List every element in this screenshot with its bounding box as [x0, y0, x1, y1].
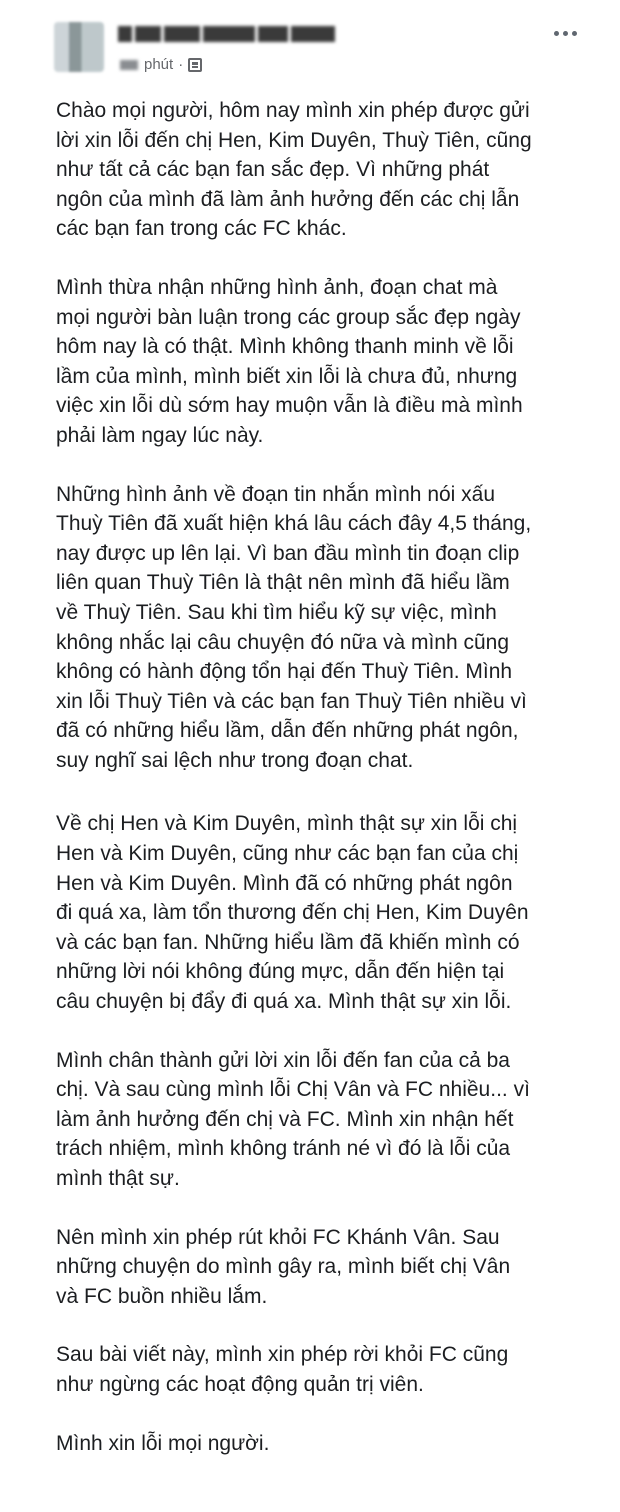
post-time-redacted — [120, 60, 138, 70]
more-options-button[interactable] — [548, 22, 582, 44]
author-name-redacted[interactable] — [118, 26, 335, 42]
post-time-unit[interactable]: phút — [144, 56, 174, 73]
post-paragraph: Những hình ảnh về đoạn tin nhắn mình nói xấu Thuỳ Tiên đã xuất hiện khá lâu cách đây 4,5 tháng, nay được up lên lại. Vì ban đầu mình tin đoạn clip liên quan Thuỳ Tiên là thật nên mình đã hiểu lầm về Thuỳ Tiên. Sau khi tìm hiểu kỹ sự việc, mình không nhắc lại câu chuyện đó nữa và mình cũng không có hành động tổn hại đến Thuỳ Tiên. Mình xin lỗi Thuỳ Tiên và các bạn fan Thuỳ Tiên nhiều vì đã có những hiểu lầm, dẫn đến những phát ngôn, suy nghĩ sai lệch như trong đoạn chat. — [56, 482, 532, 772]
post-body — [56, 96, 596, 1487]
more-dot-icon — [554, 31, 559, 36]
post-header — [0, 0, 620, 90]
post-paragraph: Sau bài viết này, mình xin phép rời khỏi FC cũng như ngừng các hoạt động quản trị viên. — [56, 1343, 509, 1396]
audience-icon[interactable] — [188, 58, 202, 72]
more-dot-icon — [572, 31, 577, 36]
meta-separator: · — [178, 56, 184, 73]
post-paragraph: Chào mọi người, hôm nay mình xin phép được gửi lời xin lỗi đến chị Hen, Kim Duyên, Thuỳ Tiên, cũng như tất cả các bạn fan sắc đẹp. Vì những phát ngôn của mình đã làm ảnh hưởng đến các chị lẫn các bạn fan trong các FC khác. — [56, 99, 532, 241]
post-paragraph: Mình thừa nhận những hình ảnh, đoạn chat mà mọi người bàn luận trong các group sắc đẹp ngày hôm nay là có thật. Mình không thanh minh về lỗi lầm của mình, mình biết xin lỗi là chưa đủ, nhưng việc xin lỗi dù sớm hay muộn vẫn là điều mà mình phải làm ngay lúc này. — [56, 275, 523, 447]
post-paragraph: Nên mình xin phép rút khỏi FC Khánh Vân. Sau những chuyện do mình gây ra, mình biết chị Vân và FC buồn nhiều lắm. — [56, 1225, 511, 1308]
post-paragraph: Mình xin lỗi mọi người. — [56, 1431, 270, 1455]
more-dot-icon — [563, 31, 568, 36]
post-paragraph: Về chị Hen và Kim Duyên, mình thật sự xin lỗi chị Hen và Kim Duyên, cũng như các bạn fan của chị Hen và Kim Duyên. Mình đã có những phát ngôn đi quá xa, làm tổn thương đến chị Hen, Kim Duyên và các bạn fan. Những hiểu lầm đã khiến mình có những lời nói không đúng mực, dẫn đến hiện tại câu chuyện bị đẩy đi quá xa. Mình thật sự xin lỗi. — [56, 812, 529, 1014]
post-paragraph: Mình chân thành gửi lời xin lỗi đến fan của cả ba chị. Và sau cùng mình lỗi Chị Vân và FC nhiều... vì làm ảnh hưởng đến chị và FC. Mình xin nhận hết trách nhiệm, mình không tránh né vì đó là lỗi của mình thật sự. — [56, 1048, 530, 1190]
post-meta — [120, 56, 202, 73]
avatar[interactable] — [54, 22, 104, 72]
